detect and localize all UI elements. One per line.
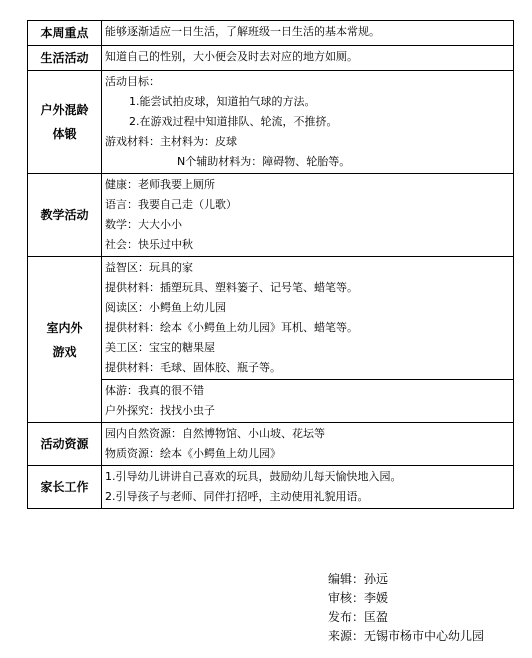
label-line: 户外混龄	[40, 103, 89, 117]
table-row	[28, 466, 514, 509]
content-line: 2.在游戏过程中知道排队、轮流，不推挤。	[129, 115, 338, 128]
table-row	[28, 423, 514, 466]
table-row	[28, 21, 514, 46]
indoor-games-content	[102, 257, 514, 380]
label-line: 游戏	[52, 344, 77, 359]
content-line: 社会：快乐过中秋	[105, 238, 193, 251]
content-line: 提供材料：插塑玩具、塑料篓子、记号笔、蜡笔等。	[105, 281, 358, 294]
table-row	[28, 71, 514, 174]
label-line: 体锻	[52, 127, 77, 141]
table-row	[28, 46, 514, 71]
content-line: 活动目标：	[105, 75, 160, 88]
parents-content	[102, 466, 514, 509]
editor-credit: 编辑：孙远	[328, 572, 389, 586]
content-line: 提供材料：绘本《小鳄鱼上幼儿园》耳机、蜡笔等。	[105, 321, 358, 334]
table-row	[28, 257, 514, 380]
outdoor-games-content	[102, 380, 514, 423]
row-label-teaching: 教学活动	[28, 174, 102, 257]
content-line: 体游：我真的很不错	[105, 384, 204, 397]
content-line: 游戏材料：主材料为：皮球	[105, 135, 237, 148]
outdoor-content	[102, 71, 514, 174]
row-label-resources: 活动资源	[28, 423, 102, 466]
table-row	[28, 174, 514, 257]
life-activity-content	[102, 46, 514, 71]
row-label-outdoor	[28, 71, 102, 174]
label-line: 室内外	[46, 320, 83, 335]
content-line: 2.引导孩子与老师、同伴打招呼，主动使用礼貌用语。	[105, 490, 369, 503]
credits	[328, 570, 484, 646]
content-line: 1.引导幼儿讲讲自己喜欢的玩具，鼓励幼儿每天愉快地入园。	[105, 470, 402, 483]
content-line: 提供材料：毛球、固体胶、瓶子等。	[105, 361, 281, 374]
publisher-credit: 发布：匡盈	[328, 610, 389, 624]
row-label-weekly-focus: 本周重点	[28, 21, 102, 46]
resources-content	[102, 423, 514, 466]
weekly-plan-table	[27, 20, 514, 509]
content-line: 户外探究：找找小虫子	[105, 404, 215, 417]
content-line: 益智区：玩具的家	[105, 261, 193, 274]
content-line: 语言：我要自己走（儿歌）	[105, 198, 237, 211]
content-line: N个辅助材料为：障碍物、轮胎等。	[177, 155, 351, 168]
content-line: 美工区：宝宝的糖果屋	[105, 341, 215, 354]
row-label-games	[28, 257, 102, 423]
row-label-life-activity: 生活活动	[28, 46, 102, 71]
reviewer-credit: 审核：李媛	[328, 591, 389, 605]
content-line: 知道自己的性别，大小便会及时去对应的地方如厕。	[105, 50, 358, 63]
row-label-parents: 家长工作	[28, 466, 102, 509]
content-line: 能够逐渐适应一日生活，了解班级一日生活的基本常规。	[105, 25, 380, 38]
content-line: 园内自然资源：自然博物馆、小山坡、花坛等	[105, 427, 325, 440]
content-line: 1.能尝试拍皮球，知道拍气球的方法。	[129, 95, 316, 108]
content-line: 阅读区：小鳄鱼上幼儿园	[105, 301, 226, 314]
teaching-content	[102, 174, 514, 257]
content-line: 数学：大大小小	[105, 218, 182, 231]
content-line: 物质资源：绘本《小鳄鱼上幼儿园》	[105, 447, 281, 460]
source-credit: 来源：无锡市杨市中心幼儿园	[328, 629, 485, 643]
content-line: 健康：老师我要上厕所	[105, 178, 215, 191]
weekly-focus-content	[102, 21, 514, 46]
